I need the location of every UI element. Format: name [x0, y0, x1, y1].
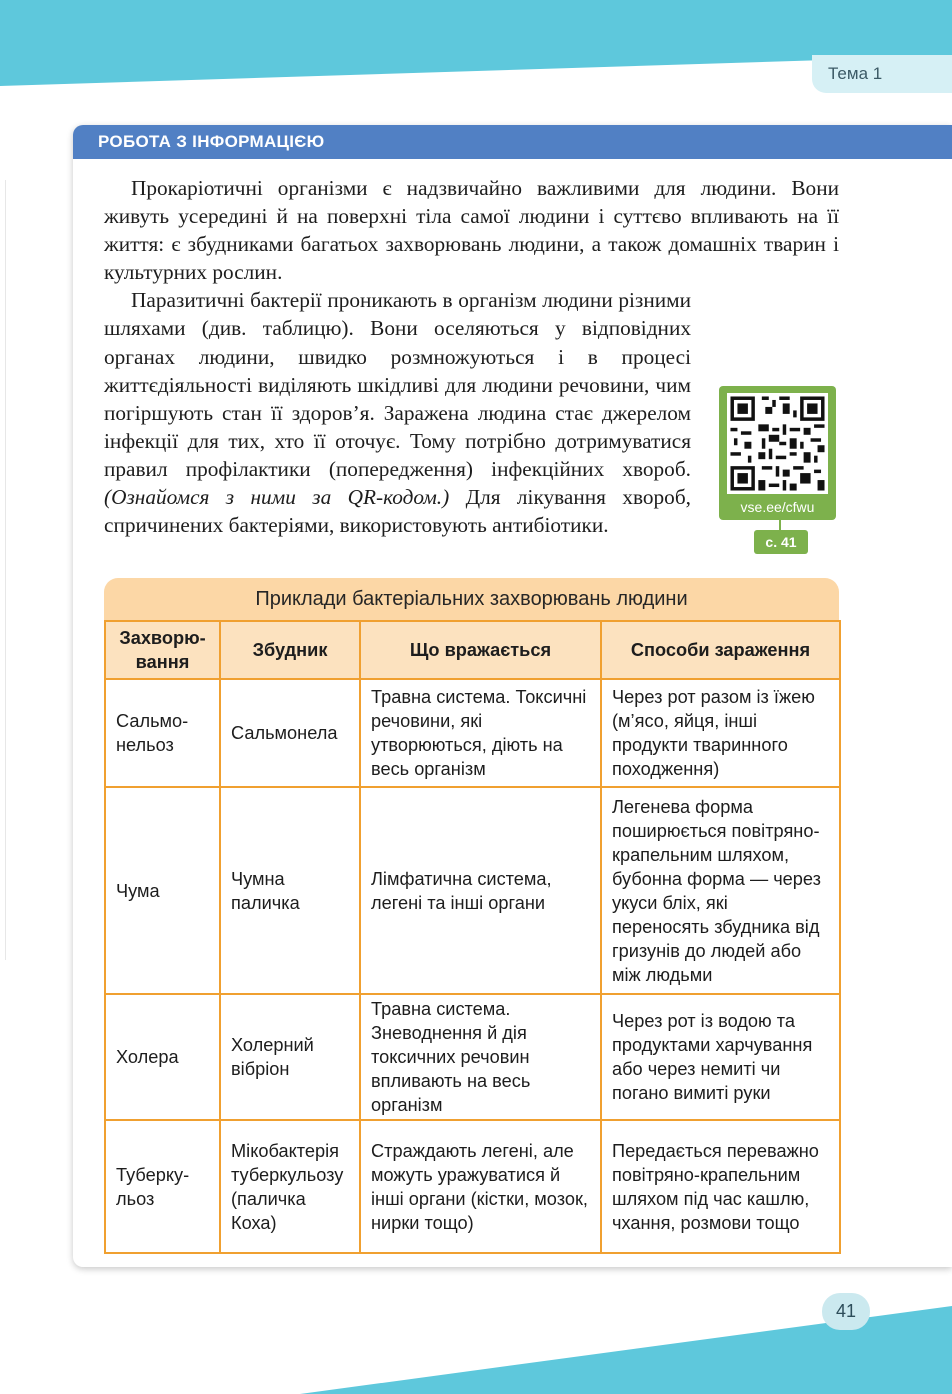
section-title: РОБОТА З ІНФОРМАЦІЄЮ	[98, 132, 325, 151]
card-header	[73, 125, 952, 159]
cell-affected: Страждають легені, але можуть уражуватися й інші органи (кістки, мозок, нирки тощо)	[360, 1120, 601, 1253]
qr-url[interactable]: vse.ee/cfwu	[740, 499, 815, 515]
cell-transmission: Легенева форма поширюється повітряно-крапельним шляхом, бубонна форма — через укуси бліх, які переносять збудника від гризунів до людей або між людьми	[601, 787, 840, 994]
cell-transmission: Передається переважно повітряно-крапельним шляхом під час кашлю, чхання, розмови тощо	[601, 1120, 840, 1253]
page-edge-marker	[0, 180, 6, 960]
table-header-row	[105, 621, 840, 679]
table-row	[105, 994, 840, 1120]
cell-pathogen: Сальмонела	[220, 679, 360, 787]
cell-affected: Травна система. Зневоднення й дія токсичних речовин впливають на весь організм	[360, 994, 601, 1120]
table-caption: Приклади бактеріальних захворювань людини	[104, 578, 839, 620]
header-pathogen: Збудник	[220, 621, 360, 679]
header-transmission: Способи зараження	[601, 621, 840, 679]
bottom-decorative-band	[0, 1294, 952, 1394]
top-decorative-band	[0, 0, 952, 100]
cell-transmission: Через рот разом із їжею (м’ясо, яйця, інші продукти тваринного походження)	[601, 679, 840, 787]
cell-pathogen: Мікобактерія туберкульозу (паличка Коха)	[220, 1120, 360, 1253]
paragraph-1: Прокаріотичні організми є надзвичайно важливими для людини. Вони живуть усередині й на поверхні тіла самої людини і суттєво впливають на її життя: є збудниками багатьох захворювань людини, а також домашніх тварин і культурних рослин.	[104, 176, 839, 285]
qr-reference-italic: (Ознайомся з ними за QR-кодом.)	[104, 485, 450, 510]
qr-code-box[interactable]	[719, 386, 836, 520]
qr-code-icon	[727, 393, 828, 494]
cell-affected: Лімфатична система, легені та інші органи	[360, 787, 601, 994]
table-row	[105, 787, 840, 994]
cell-pathogen: Чумна паличка	[220, 787, 360, 994]
table-row	[105, 1120, 840, 1253]
cell-disease: Чума	[105, 787, 220, 994]
header-affected: Що вражається	[360, 621, 601, 679]
topic-tab: Тема 1	[812, 55, 952, 93]
paragraph-2-start: Паразитичні бактерії проникають в організм людини різними шляхами (див. таблицю). Вони оселяються у відповідних органах людини, швидко розмножуються і в процесі життєдіяльності виділяють шкідливі для людини речовини, чим погіршують стан її здоров’я. Заражена людина стає джерелом інфекції для тих, хто її оточує. Тому потрібно дотримуватися правил профілактики (попередження) інфекційних хвороб.	[104, 288, 691, 481]
table-grid	[104, 620, 841, 1254]
page-number: 41	[822, 1293, 870, 1330]
table-row	[105, 679, 840, 787]
paragraph-2-end: Для лікування хвороб, спричинених бактеріями, використовують антибіотики.	[104, 485, 691, 538]
cell-transmission: Через рот із водою та продуктами харчування або через немиті чи погано вимиті руки	[601, 994, 840, 1120]
cell-disease: Сальмо-нельоз	[105, 679, 220, 787]
cell-pathogen: Холерний вібріон	[220, 994, 360, 1120]
header-disease: Захворю-вання	[105, 621, 220, 679]
cell-disease: Туберку-льоз	[105, 1120, 220, 1253]
page-reference-badge: с. 41	[754, 530, 808, 554]
cell-affected: Травна система. Токсичні речовини, які утворюються, діють на весь організм	[360, 679, 601, 787]
diseases-table	[104, 578, 839, 1254]
cell-disease: Холера	[105, 994, 220, 1120]
